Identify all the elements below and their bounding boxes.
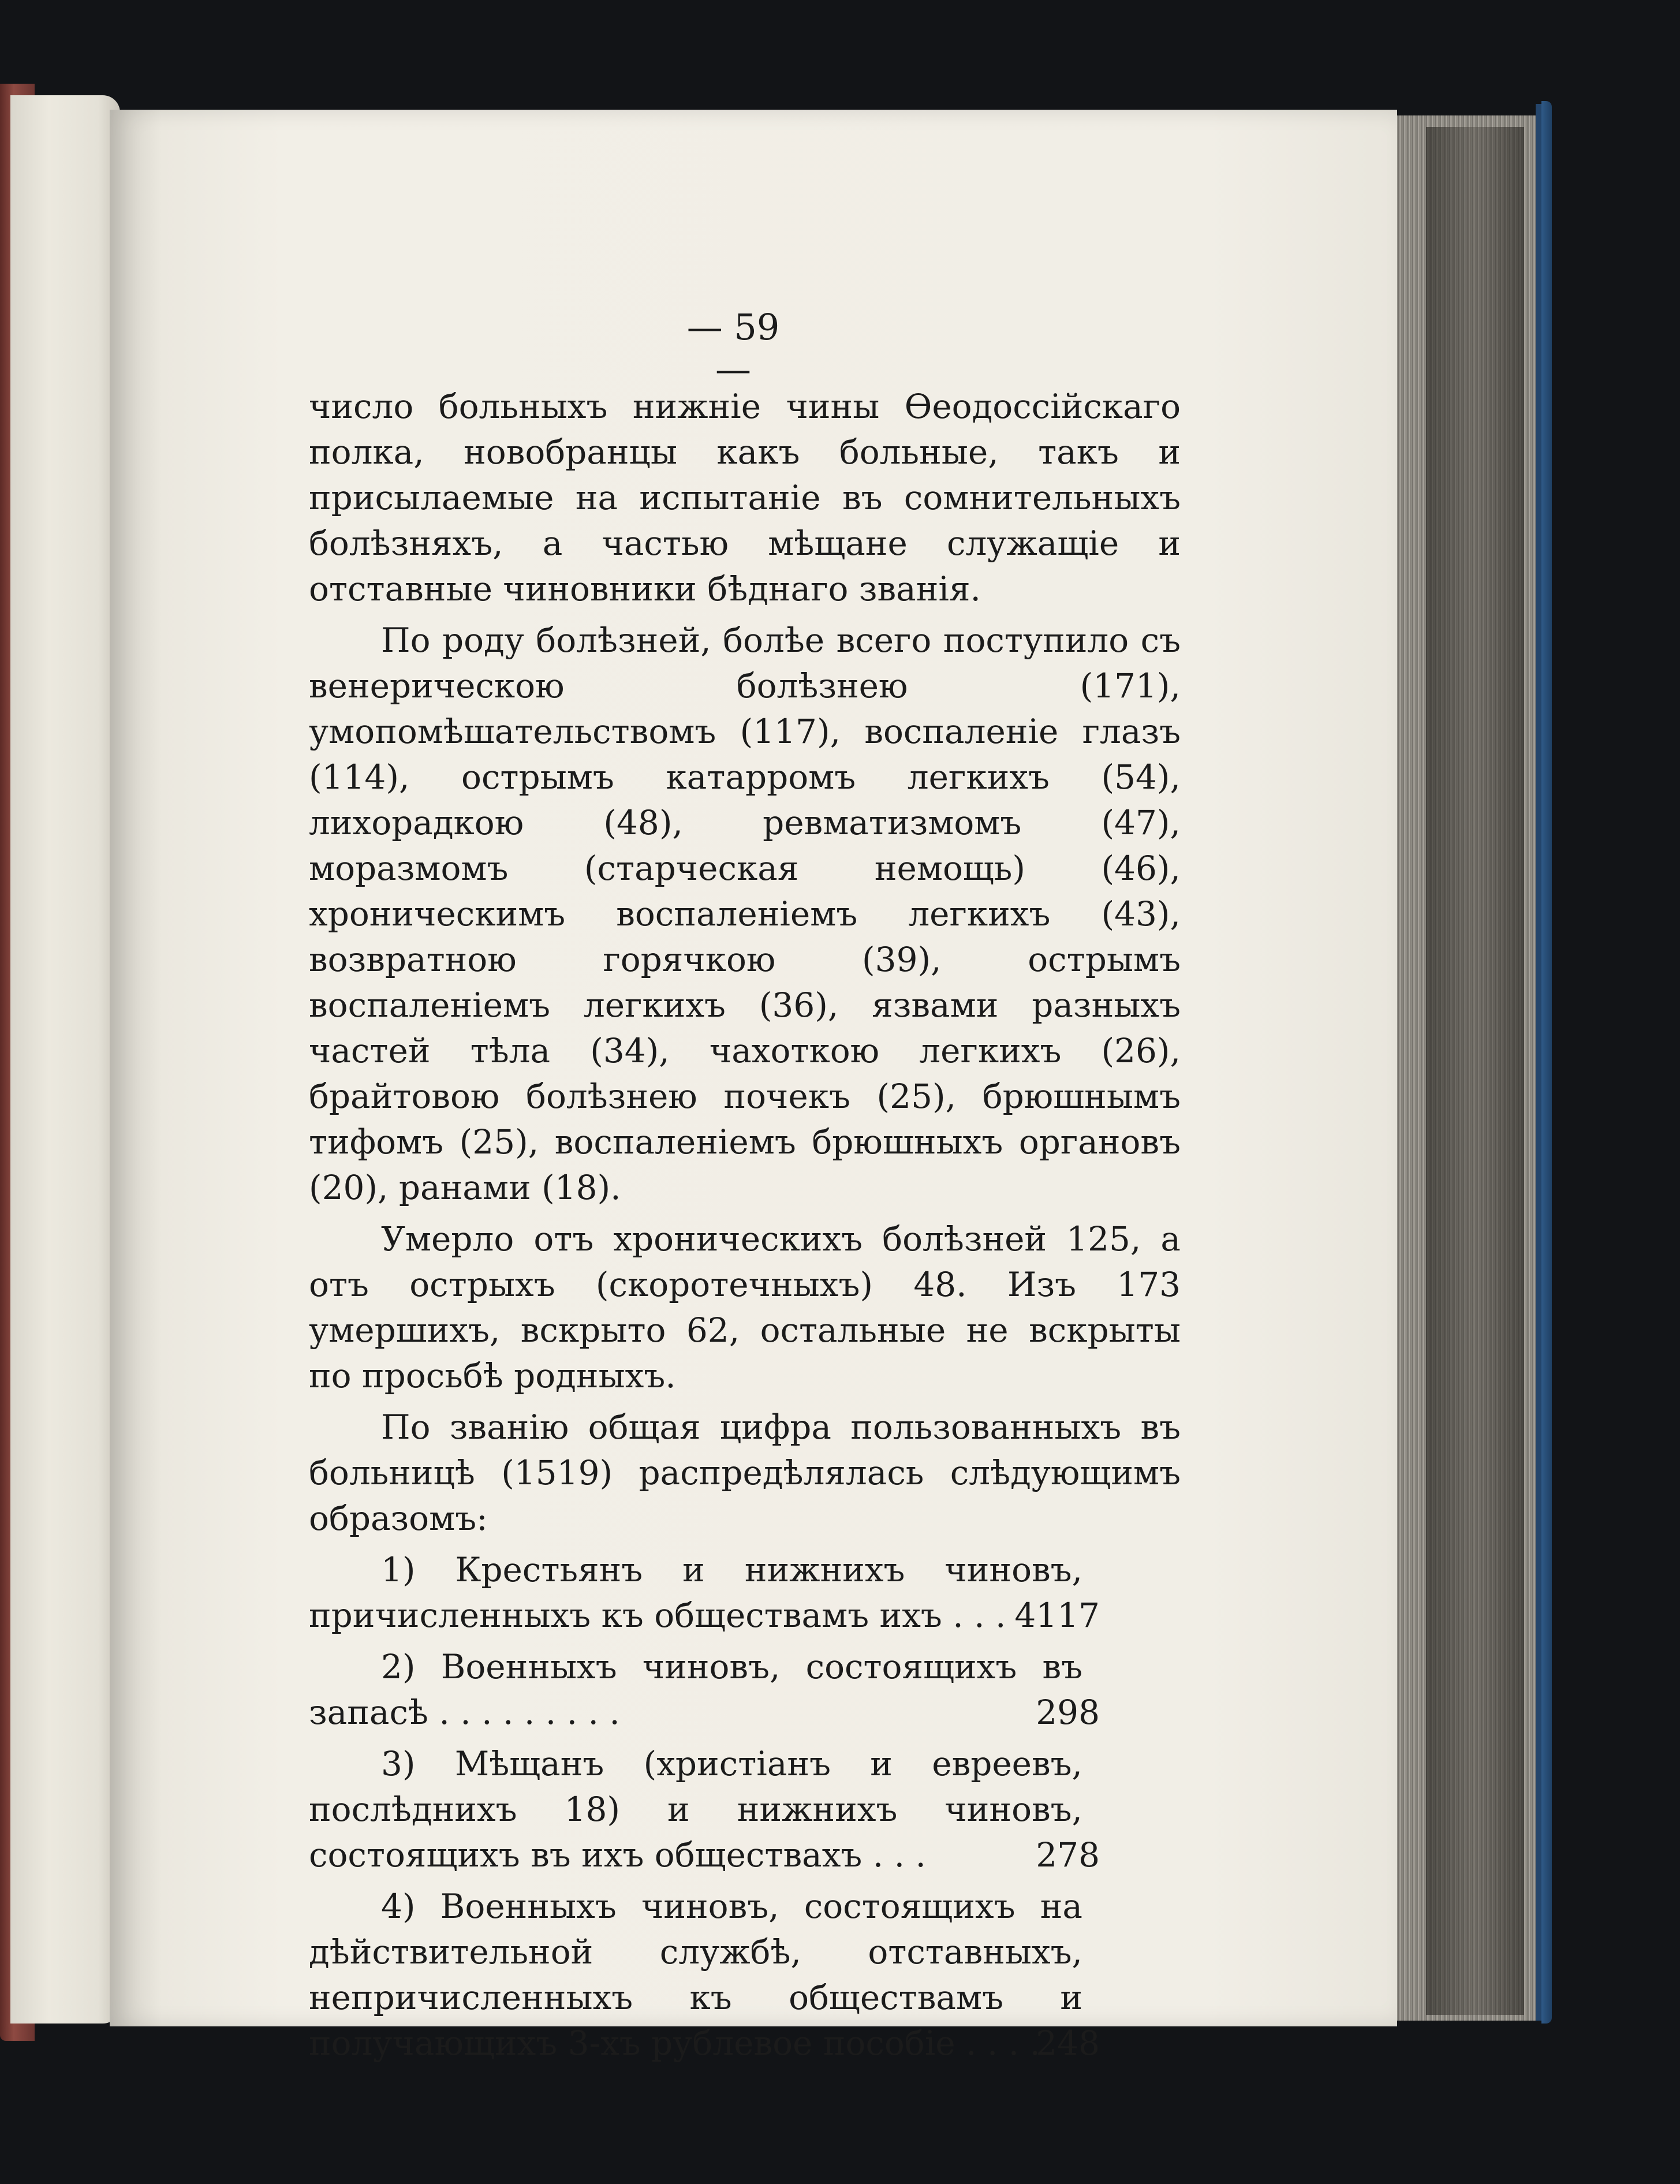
list-item-count: 248 [1036,2024,1100,2063]
list-item-count: 4117 [1014,1596,1100,1635]
paragraph-4: По званію общая цифра пользованныхъ въ больницѣ (1519) распредѣлялась слѣдующимъ образомъ: [309,1408,1181,1538]
list-item [309,1547,1181,1638]
list-item-text: 3) Мѣщанъ (христіанъ и евреевъ, послѣднихъ 18) и нижнихъ чиновъ, состоящихъ въ ихъ обществахъ . . . [309,1744,1082,1875]
page-text [309,384,1181,2066]
list-item [309,1644,1181,1735]
right-cover-edge [1536,104,1541,2021]
paragraph-1: число больныхъ нижніе чины Ѳеодоссійскаго полка, новобранцы какъ больные, такъ и присылаемые на испытаніе въ сомнительныхъ болѣзняхъ, а частью мѣщане служащіе и отставные чиновники бѣднаго званія. [309,387,1181,608]
list-item-text: 4) Военныхъ чиновъ, состоящихъ на дѣйствительной службѣ, отставныхъ, непричисленныхъ къ обществамъ и получающихъ 3-хъ рублевое пособіе . . . . [309,1887,1082,2063]
page-fore-edge-shadow [1426,127,1524,2015]
list-item-count: 278 [1036,1835,1100,1875]
list-item-text: 1) Крестьянъ и нижнихъ чиновъ, причисленныхъ къ обществамъ ихъ . . . [309,1550,1082,1635]
list-item-text: 2) Военныхъ чиновъ, состоящихъ въ запасѣ . . . . . . . . . [309,1647,1082,1732]
page-number: — 59 — [686,306,780,390]
left-page [10,95,120,2024]
list-item-count: 298 [1036,1693,1100,1732]
right-cover [1541,101,1552,2024]
paragraph-3: Умерло отъ хроническихъ болѣзней 125, а отъ острыхъ (скоротечныхъ) 48. Изъ 173 умершихъ, вскрыто 62, остальные не вскрыты по просьбѣ родныхъ. [309,1219,1181,1395]
paragraph-2: По роду болѣзней, болѣе всего поступило съ венерическою болѣзнею (171), умопомѣшательствомъ (117), воспаленіе глазъ (114), острымъ катарромъ легкихъ (54), лихорадкою (48), ревматизмомъ (47), моразмомъ (старческая немощь) (46), хроническимъ воспаленіемъ легкихъ (43), возвратною горячкою (39), острымъ воспаленіемъ легкихъ (36), язвами разныхъ частей тѣла (34), чахоткою легкихъ (26), брайтовою болѣзнею почекъ (25), брюшнымъ тифомъ (25), воспаленіемъ брюшныхъ органовъ (20), ранами (18). [309,621,1181,1207]
list-item [309,1884,1181,2066]
list-item [309,1741,1181,1878]
